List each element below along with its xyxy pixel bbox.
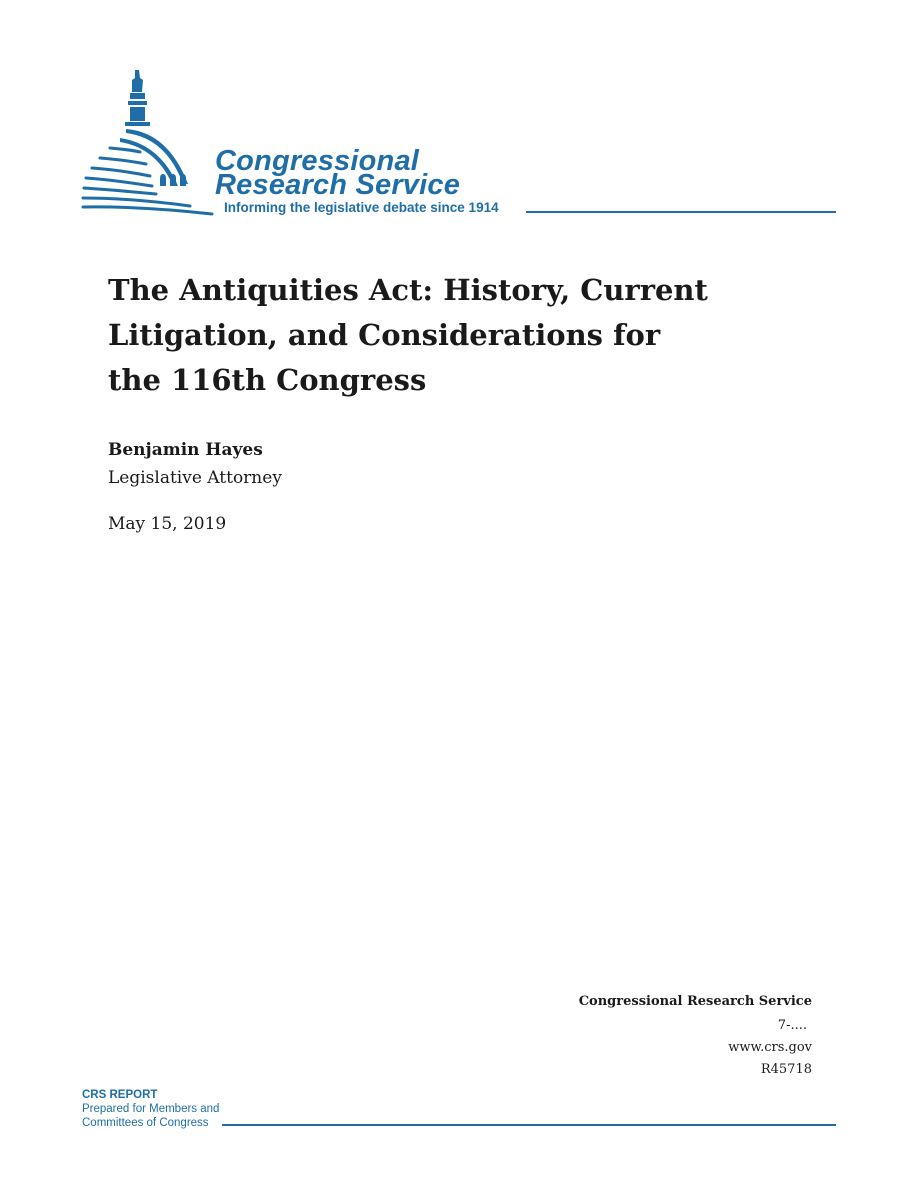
footer-divider [222,1124,836,1126]
footer-line1: Prepared for Members and [82,1103,220,1115]
publisher-name: Congressional Research Service [578,994,812,1009]
footer-label: CRS REPORT [82,1089,158,1101]
publication-date: May 15, 2019 [108,514,227,534]
crs-report-footer [82,1088,219,1130]
report-title: The Antiquities Act: History, Current Litigation, and Considerations for the 116th Congress [108,273,708,397]
brand-tagline: Informing the legislative debate since 1914 [224,200,499,215]
capitol-dome-icon [80,66,220,216]
author-role: Legislative Attorney [108,468,282,488]
publisher-code: 7-.... [777,1018,807,1033]
header-divider [526,211,836,213]
publisher-website: www.crs.gov [728,1040,812,1055]
report-number: R45718 [760,1062,812,1077]
brand-name-line2: Research Service [215,169,461,201]
brand-name-line1: Congressional [215,145,420,177]
author-name: Benjamin Hayes [108,440,263,460]
footer-line2: Committees of Congress [82,1117,209,1129]
